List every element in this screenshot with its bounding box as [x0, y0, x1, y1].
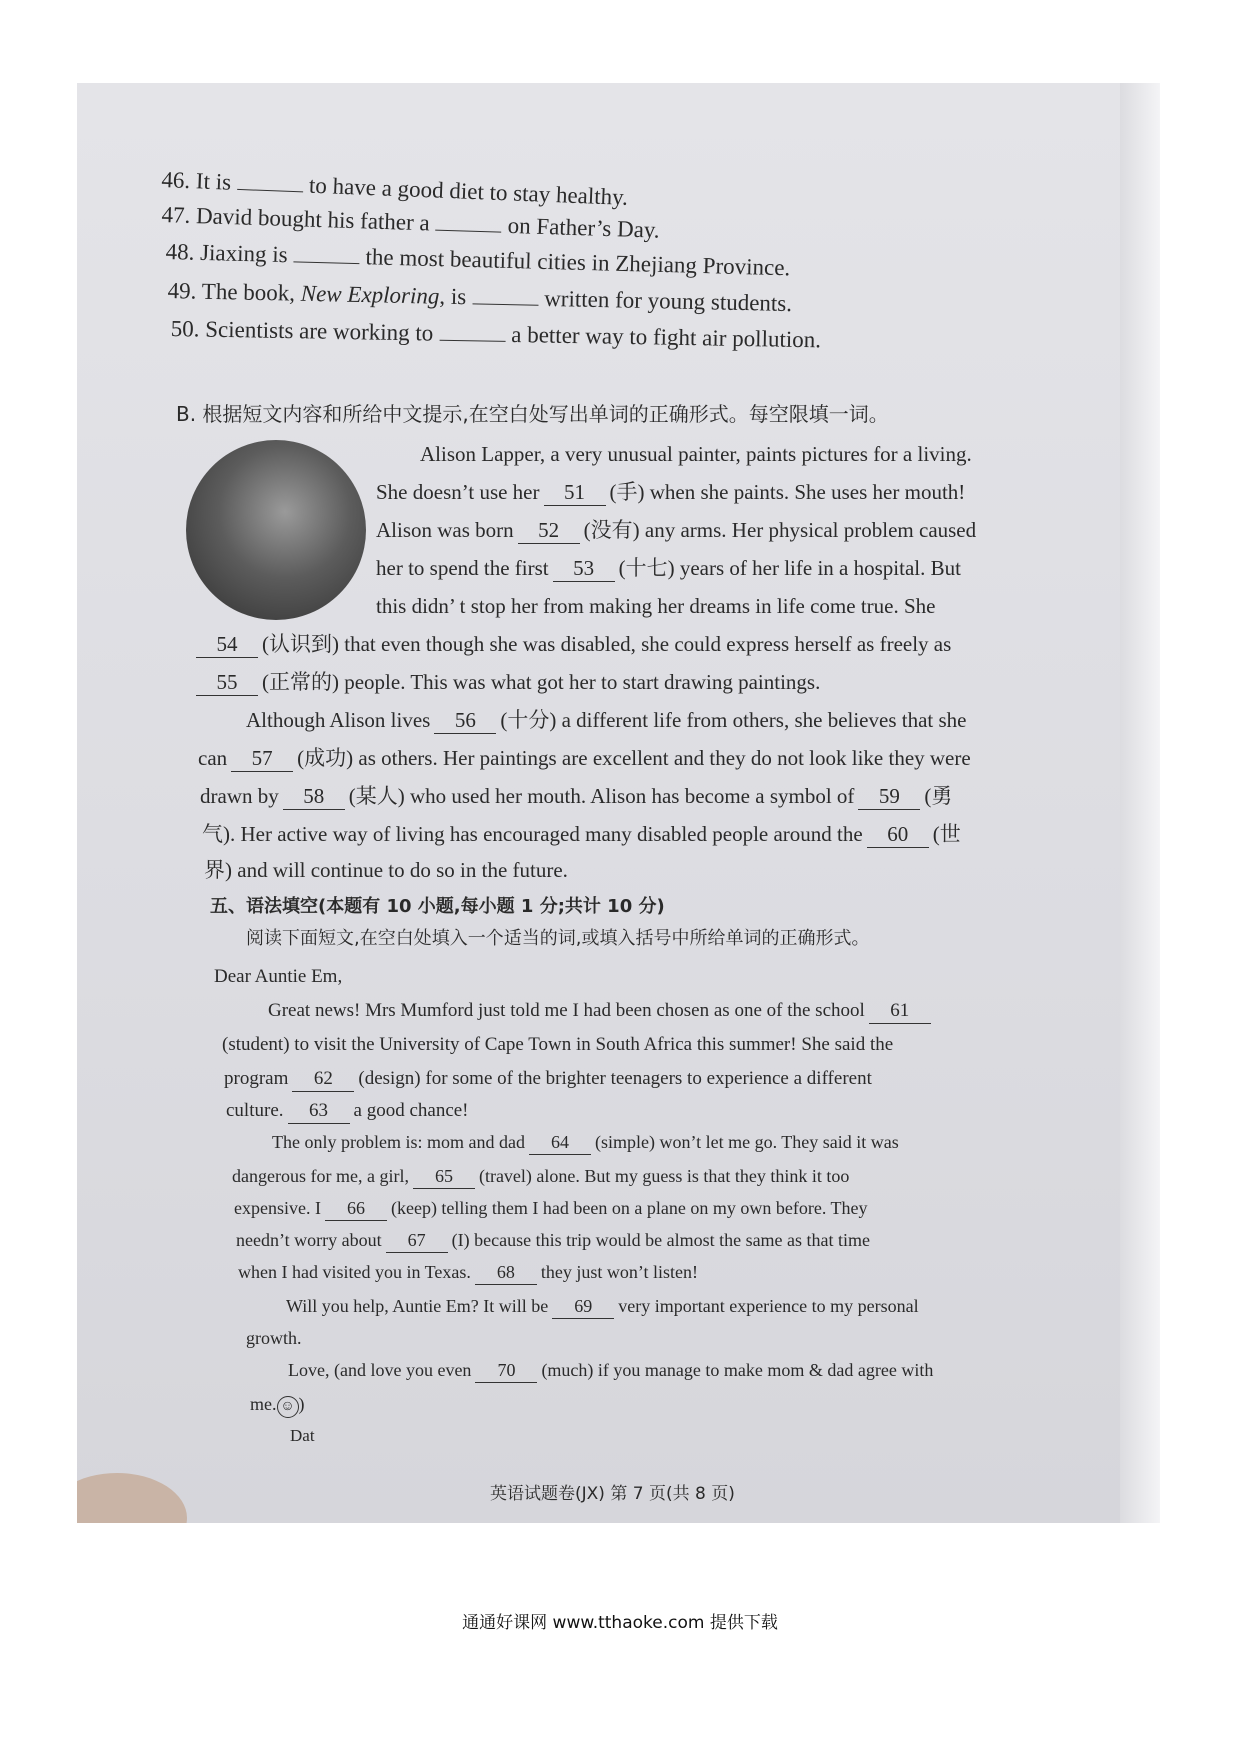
section-b-instruction: B. 根据短文内容和所给中文提示,在空白处写出单词的正确形式。每空限填一词。 [176, 402, 889, 426]
blank [293, 243, 359, 264]
blank [237, 171, 304, 193]
letter-p1-line-3: program 62 (design) for some of the brighter teenagers to experience a different [224, 1068, 872, 1092]
portrait-image [186, 440, 366, 620]
passage-1-line-5: this didn’ t stop her from making her dreams in life come true. She [376, 594, 936, 618]
passage-2-line-5: 界) and will continue to do so in the future. [204, 858, 568, 882]
letter-p1-line-2: (student) to visit the University of Cape Town in South Africa this summer! She said the [222, 1034, 894, 1055]
passage-1-line-3: Alison was born 52 (没有) any arms. Her physical problem caused [376, 518, 976, 544]
passage-2-line-3: drawn by 58 (某人) who used her mouth. Alison has become a symbol of 59 (勇 [200, 784, 952, 810]
passage-2-line-1: Although Alison lives 56 (十分) a different life from others, she believes that she [246, 708, 966, 734]
letter-signature: Dat [290, 1426, 315, 1445]
question-49: 49. The book, New Exploring, is written for young students. [167, 277, 793, 317]
letter-greeting: Dear Auntie Em, [214, 966, 343, 987]
question-48: 48. Jiaxing is the most beautiful cities in Zhejiang Province. [165, 238, 791, 281]
blank [472, 285, 538, 305]
passage-1-line-6: 54 (认识到) that even though she was disabled, she could express herself as freely as [192, 632, 951, 658]
question-47: 47. David bought his father a on Father’s Day. [161, 201, 661, 243]
page-curl [1120, 83, 1160, 1523]
letter-p3-line-2: growth. [246, 1328, 302, 1348]
letter-p1-line-4: culture. 63 a good chance! [226, 1100, 469, 1124]
blank [435, 212, 502, 233]
page-footer: 英语试题卷(JX) 第 7 页(共 8 页) [490, 1484, 735, 1504]
passage-2-line-2: can 57 (成功) as others. Her paintings are excellent and they do not look like they were [198, 746, 971, 772]
letter-p1-line-1: Great news! Mrs Mumford just told me I had been chosen as one of the school 61 [268, 1000, 935, 1024]
letter-p4-line-2: me. ☺ ) [250, 1394, 305, 1418]
letter-p2-line-1: The only problem is: mom and dad 64 (simple) won’t let me go. They said it was [272, 1132, 899, 1155]
letter-p2-line-3: expensive. I 66 (keep) telling them I had been on a plane on my own before. They [234, 1198, 867, 1221]
blank [439, 322, 505, 342]
passage-1-line-1: Alison Lapper, a very unusual painter, paints pictures for a living. [420, 442, 972, 466]
watermark-text: 通通好课网 www.tthaoke.com 提供下载 [462, 1613, 778, 1633]
passage-1-line-2: She doesn’t use her 51 (手) when she paints. She uses her mouth! [376, 480, 965, 506]
smiley-icon: ☺ [277, 1396, 299, 1418]
question-50: 50. Scientists are working to a better way to fight air pollution. [170, 315, 822, 353]
letter-p4-line-1: Love, (and love you even 70 (much) if you manage to make mom & dad agree with [288, 1360, 933, 1383]
passage-1-line-4: her to spend the first 53 (十七) years of her life in a hospital. But [376, 556, 961, 582]
letter-p2-line-5: when I had visited you in Texas. 68 they just won’t listen! [238, 1262, 698, 1285]
question-46: 46. It is to have a good diet to stay healthy. [161, 166, 629, 210]
section-5-title: 五、语法填空(本题有 10 小题,每小题 1 分;共计 10 分) [210, 896, 665, 917]
letter-p3-line-1: Will you help, Auntie Em? It will be 69 very important experience to my personal [286, 1296, 919, 1319]
section-5-instruction: 阅读下面短文,在空白处填入一个适当的词,或填入括号中所给单词的正确形式。 [246, 928, 870, 949]
passage-2-line-4: 气). Her active way of living has encouraged many disabled people around the 60 (世 [202, 822, 961, 848]
passage-1-line-7: 55 (正常的) people. This was what got her to start drawing paintings. [192, 670, 820, 696]
letter-p2-line-4: needn’t worry about 67 (I) because this trip would be almost the same as that time [236, 1230, 870, 1253]
letter-p2-line-2: dangerous for me, a girl, 65 (travel) alone. But my guess is that they think it too [232, 1166, 849, 1189]
